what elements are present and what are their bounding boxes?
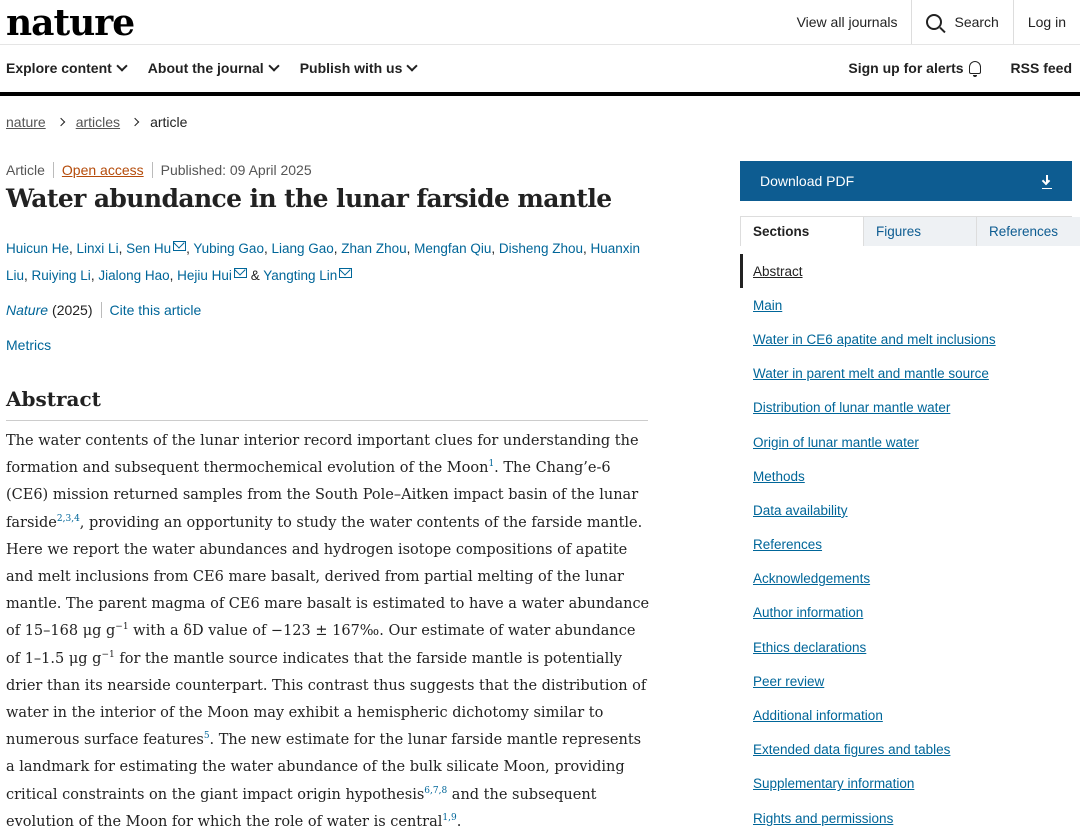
author-link[interactable]: Huicun He [6, 241, 70, 256]
section-link-references[interactable]: References [753, 537, 823, 553]
nature-logo[interactable]: nature [6, 2, 135, 44]
abstract-divider [6, 420, 648, 421]
journal-link[interactable]: Nature [6, 302, 49, 318]
metrics-link[interactable]: Metrics [6, 337, 52, 353]
nav-bottom-rule [0, 92, 1080, 96]
mail-icon[interactable] [339, 268, 352, 278]
section-item [740, 322, 1072, 356]
breadcrumb [6, 114, 187, 130]
nav-label: Publish with us [299, 60, 403, 76]
journal-citation-line [6, 302, 201, 318]
search-label: Search [954, 14, 999, 30]
author-link[interactable]: Huanxin Liu [6, 241, 641, 283]
author-link[interactable]: Yubing Gao [193, 241, 264, 256]
section-link[interactable]: Supplementary information [753, 776, 915, 792]
abstract-segment: . [456, 813, 462, 830]
section-link[interactable]: Ethics declarations [753, 639, 867, 655]
reference-link[interactable]: 5 [203, 731, 210, 742]
view-all-journals-link[interactable]: View all journals [796, 14, 898, 30]
reference-link[interactable]: 2,3,4 [56, 513, 80, 524]
section-item [740, 459, 1072, 493]
author-link[interactable]: Ruiying Li [31, 268, 91, 283]
sidebar-tabs [740, 216, 1072, 246]
section-item [740, 528, 1072, 562]
abstract-heading: Abstract [6, 387, 101, 411]
nav-explore-content[interactable] [6, 60, 126, 76]
bell-icon [969, 61, 981, 74]
login-link[interactable]: Log in [1013, 0, 1080, 44]
section-link[interactable]: Acknowledgements [753, 571, 871, 587]
download-icon [1042, 175, 1052, 187]
tab-figures[interactable]: Figures [863, 217, 976, 246]
exponent: −1 [115, 622, 129, 633]
cite-article-link[interactable]: Cite this article [109, 302, 202, 318]
breadcrumb-nature[interactable]: nature [6, 114, 46, 130]
section-link-abstract[interactable]: Abstract [753, 263, 803, 279]
download-label: Download PDF [760, 173, 855, 189]
author-link[interactable]: Yangting Lin [263, 268, 338, 283]
nav-about-journal[interactable] [148, 60, 278, 76]
author-link[interactable]: Linxi Li [76, 241, 119, 256]
author-link[interactable]: Zhan Zhou [341, 241, 407, 256]
section-item [740, 357, 1072, 391]
open-access-link[interactable]: Open access [61, 162, 144, 178]
section-link[interactable]: Extended data figures and tables [753, 742, 951, 758]
abstract-text [6, 428, 651, 836]
sections-list [740, 254, 1072, 835]
section-item [740, 391, 1072, 425]
chevron-down-icon [268, 60, 279, 71]
breadcrumb-articles[interactable]: articles [75, 114, 121, 130]
header-divider [0, 44, 1080, 45]
abstract-segment: and the subsequent evolution of the Moon for which the role of water is central [6, 786, 597, 830]
section-item [740, 288, 1072, 322]
abstract-segment: The water contents of the lunar interior record important clues for understanding the formation and subsequent thermochemical evolution of the Moon [6, 433, 639, 477]
top-utility-bar [783, 0, 1080, 44]
section-link[interactable]: Author information [753, 605, 864, 621]
chevron-down-icon [407, 60, 418, 71]
section-item [740, 801, 1072, 835]
section-item [740, 664, 1072, 698]
nav-publish-with-us[interactable] [300, 60, 417, 76]
nav-label: Explore content [6, 60, 112, 76]
abstract-segment: with a δD value of −123 ± 167‰. Our estimate of water abundance of 1–1.5 μg g [6, 623, 636, 667]
section-link[interactable]: Water in parent melt and mantle source [753, 366, 989, 382]
section-link-methods[interactable]: Methods [753, 468, 805, 484]
chevron-down-icon [116, 60, 127, 71]
section-link[interactable]: Data availability [753, 502, 848, 518]
tab-references[interactable]: References [976, 217, 1080, 246]
abstract-segment: for the mantle source indicates that the farside mantle is potentially drier than its nearside counterpart. This contrast thus suggests that the distribution of water in the interior of the Moon may exhibit a hemispheric dichotomy similar to numerous surface features [6, 650, 647, 749]
author-link[interactable]: Sen Hu [126, 241, 172, 256]
download-pdf-button[interactable] [740, 161, 1072, 201]
section-item [740, 425, 1072, 459]
section-item [740, 596, 1072, 630]
sign-up-alerts-link[interactable] [848, 60, 980, 76]
section-link[interactable]: Origin of lunar mantle water [753, 434, 919, 450]
section-item [740, 630, 1072, 664]
chevron-right-icon [131, 118, 139, 126]
reference-link[interactable]: 1 [488, 459, 495, 470]
rss-feed-link[interactable]: RSS feed [1010, 60, 1072, 76]
author-link[interactable]: Disheng Zhou [498, 241, 583, 256]
abstract-segment: . The Chang’e-6 (CE6) mission returned samples from the South Pole–Aitken impact basin of the lunar farside [6, 460, 639, 531]
section-link[interactable]: Peer review [753, 673, 825, 689]
section-link-main[interactable]: Main [753, 297, 783, 313]
meta-divider [152, 162, 153, 178]
reference-link[interactable]: 1,9 [442, 813, 457, 824]
section-link[interactable]: Distribution of lunar mantle water [753, 400, 951, 416]
breadcrumb-current: article [150, 114, 188, 130]
search-icon [926, 14, 942, 30]
section-link[interactable]: Rights and permissions [753, 810, 894, 826]
section-item [740, 767, 1072, 801]
article-type: Article [6, 162, 45, 178]
mail-icon[interactable] [234, 268, 247, 278]
author-link[interactable]: Jialong Hao [98, 268, 170, 283]
tab-sections[interactable]: Sections [741, 217, 863, 246]
section-item [740, 254, 1072, 288]
publication-year: (2025) [52, 302, 93, 318]
main-nav [6, 60, 416, 76]
and-symbol: & [250, 268, 260, 283]
meta-divider [53, 162, 54, 178]
search-button[interactable] [911, 0, 1012, 44]
meta-divider [101, 302, 102, 318]
nav-label: About the journal [147, 60, 264, 76]
nav-right [848, 60, 1072, 76]
article-meta [6, 162, 312, 178]
section-link[interactable]: Additional information [753, 708, 883, 724]
reference-link[interactable]: 6,7,8 [424, 785, 448, 796]
abstract-segment: . The new estimate for the lunar farside mantle represents a landmark for estimating the water abundance of the bulk silicate Moon, providing critical constraints on the giant impact origin hypothesis [6, 732, 642, 803]
section-item [740, 562, 1072, 596]
abstract-segment: , providing an opportunity to study the water contents of the farside mantle. Here we report the water abundances and hydrogen isotope compositions of apatite and melt inclusions from CE6 mare basalt, derived from partial melting of the lunar mantle. The parent magma of CE6 mare basalt is estimated to have a water abundance of 15–168 μg g [6, 514, 650, 640]
published-date: Published: 09 April 2025 [160, 162, 312, 178]
section-item [740, 733, 1072, 767]
section-item [740, 698, 1072, 732]
author-link[interactable]: Liang Gao [271, 241, 334, 256]
exponent: −1 [101, 649, 115, 660]
alerts-label: Sign up for alerts [848, 60, 964, 76]
chevron-right-icon [56, 118, 64, 126]
author-link[interactable]: Mengfan Qiu [414, 241, 492, 256]
author-link[interactable]: Hejiu Hui [177, 268, 232, 283]
author-list: Huicun He, Linxi Li, Sen Hu , Yubing Gao, Liang Gao, Zhan Zhou, Mengfan Qiu, Disheng Zhou, Huanxin Liu, Ruiying Li, Jialong Hao, Hejiu Hui & Yangting Lin [6, 241, 641, 283]
article-title: Water abundance in the lunar farside mantle [6, 184, 612, 213]
section-item [740, 493, 1072, 527]
section-link[interactable]: Water in CE6 apatite and melt inclusions [753, 331, 996, 347]
mail-icon[interactable] [173, 241, 186, 251]
